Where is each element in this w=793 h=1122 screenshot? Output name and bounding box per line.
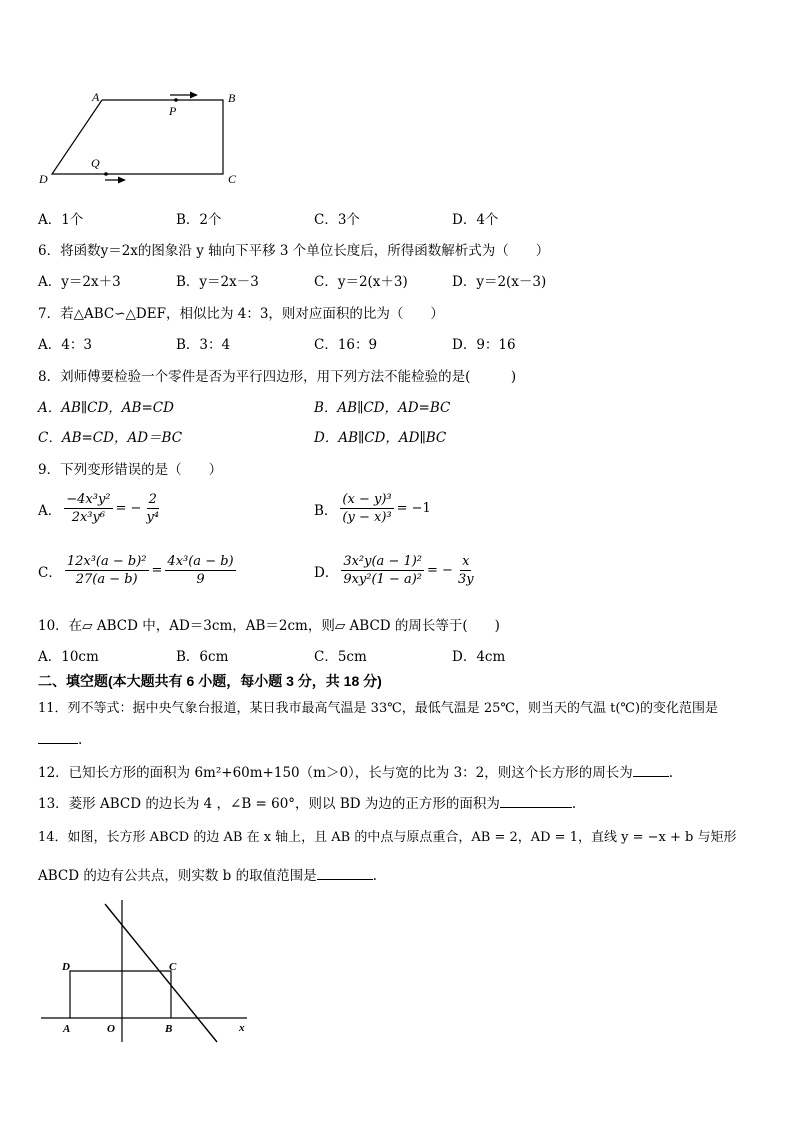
q14-blank[interactable] <box>317 865 373 880</box>
fig2-label-x: x <box>239 1022 245 1034</box>
q10-option-b[interactable]: B．6cm <box>176 649 229 665</box>
q9-option-c[interactable] <box>38 554 236 587</box>
q10-option-c[interactable]: C．5cm <box>314 649 367 665</box>
label-P: P <box>169 104 177 118</box>
q12-text: 12．已知长方形的面积为 6m²+60m+150（m＞0），长与宽的比为 3：2，则这个长方形的周长为 . <box>38 761 673 781</box>
q6-option-d[interactable]: D．y＝2(x－3) <box>452 274 547 290</box>
q9a-rhs: $\frac{2}{\text{y⁴}}$ <box>146 492 159 525</box>
q10-option-a[interactable]: A．10cm <box>38 649 99 665</box>
q9c-eq: = <box>151 563 163 578</box>
q9d-lhs: $\frac{\text{3x²y(a − 1)²}}{\text{9xy²(1 − a)²}}$ <box>343 554 423 587</box>
q6-option-a[interactable]: A．y＝2x＋3 <box>38 274 121 290</box>
q8-option-b[interactable]: B．AB∥CD，AD=BC <box>314 400 451 416</box>
q9d-eq: = − <box>427 563 453 578</box>
q9-option-a[interactable] <box>38 492 161 525</box>
q9c-lhs: $\frac{\text{12x³(a − b)²}}{27(a - b)}$ <box>66 554 147 587</box>
q9-option-d[interactable] <box>314 554 476 587</box>
label-A: A <box>92 90 100 104</box>
q9-label-d: D． <box>314 564 339 581</box>
q6-option-b[interactable]: B．y＝2x－3 <box>176 274 259 290</box>
q10-option-d[interactable]: D．4cm <box>452 649 506 665</box>
label-D: D <box>39 172 48 186</box>
q12-blank[interactable] <box>633 762 669 777</box>
q8-option-d[interactable]: D．AB∥CD，AD∥BC <box>314 430 447 446</box>
q5-option-d[interactable]: D．4个 <box>452 212 499 228</box>
fig2-label-C: C <box>169 961 177 973</box>
q6-stem: 6．将函数y＝2x的图象沿 y 轴向下平移 3 个单位长度后，所得函数解析式为（ ） <box>38 243 550 259</box>
q9-stem: 9．下列变形错误的是（ ） <box>38 462 223 478</box>
fig2-label-B: B <box>165 1023 173 1035</box>
q9b-rhs: = −1 <box>396 501 431 516</box>
q8-stem: 8．刘师傅要检验一个零件是否为平行四边形，用下列方法不能检验的是( ) <box>38 369 517 385</box>
fig2-label-D: D <box>62 961 70 973</box>
label-C: C <box>228 172 237 186</box>
q9-label-c: C． <box>38 564 62 581</box>
q8-option-c[interactable]: C．AB=CD，AD＝BC <box>38 430 183 446</box>
q9c-rhs: $\frac{\text{4x³(a − b)}}{9}$ <box>167 554 234 587</box>
q7-option-d[interactable]: D．9：16 <box>452 337 516 353</box>
q7-option-b[interactable]: B．3：4 <box>176 337 231 353</box>
q9-label-b: B． <box>314 502 338 519</box>
label-Q: Q <box>91 156 100 170</box>
label-B: B <box>228 91 236 105</box>
q11-blank[interactable] <box>38 729 78 744</box>
q13-blank[interactable] <box>500 793 572 808</box>
q6-option-c[interactable]: C．y＝2(x＋3) <box>314 274 408 290</box>
q9-option-b[interactable] <box>314 492 431 525</box>
q7-stem: 7．若△ABC∽△DEF，相似比为 4：3，则对应面积的比为（ ） <box>38 306 444 322</box>
fig2-label-O: O <box>107 1023 115 1035</box>
q11-text: 11．列不等式：据中央气象台报道，某日我市最高气温是 33℃，最低气温是 25℃，则当天的气温 t(℃)的变化范围是 <box>38 701 719 716</box>
q5-option-b[interactable]: B．2个 <box>176 212 222 228</box>
fig2-label-A: A <box>63 1023 71 1035</box>
q9-label-a: A． <box>38 502 62 519</box>
figure-trapezoid <box>30 85 260 195</box>
figure-rectangle-axes <box>35 892 265 1050</box>
q14-text-2: ABCD 的边有公共点，则实数 b 的取值范围是 . <box>38 864 377 884</box>
q13-text: 13．菱形 ABCD 的边长为 4 ，∠B = 60°，则以 BD 为边的正方形的面积为 . <box>38 792 576 812</box>
q8-option-a[interactable]: A．AB∥CD，AB=CD <box>38 400 174 416</box>
q7-option-a[interactable]: A．4：3 <box>38 337 92 353</box>
q5-option-a[interactable]: A．1个 <box>38 212 84 228</box>
q11-answer-line[interactable]: . <box>38 729 82 748</box>
q9a-lhs: $\frac{\text{−4x³y²}}{\text{2x³y⁶}}$ <box>66 492 111 525</box>
q9b-lhs: $\frac{\text{(x − y)³}}{\text{(y − x)³}}$ <box>342 492 392 525</box>
q9a-eq: = − <box>115 501 142 516</box>
section-title-fill-blank: 二、填空题(本大题共有 6 小题，每小题 3 分，共 18 分) <box>38 673 382 689</box>
q7-option-c[interactable]: C．16：9 <box>314 337 378 353</box>
q5-option-c[interactable]: C．3个 <box>314 212 360 228</box>
q10-stem: 10．在▱ ABCD 中，AD＝3cm，AB＝2cm，则▱ ABCD 的周长等于( ) <box>38 618 500 634</box>
q9d-rhs: $\frac{x}{3y}$ <box>457 554 474 587</box>
q14-text: 14．如图，长方形 ABCD 的边 AB 在 x 轴上，且 AB 的中点与原点重合，AB = 2，AD = 1，直线 y = −x + b 与矩形 <box>38 830 737 845</box>
